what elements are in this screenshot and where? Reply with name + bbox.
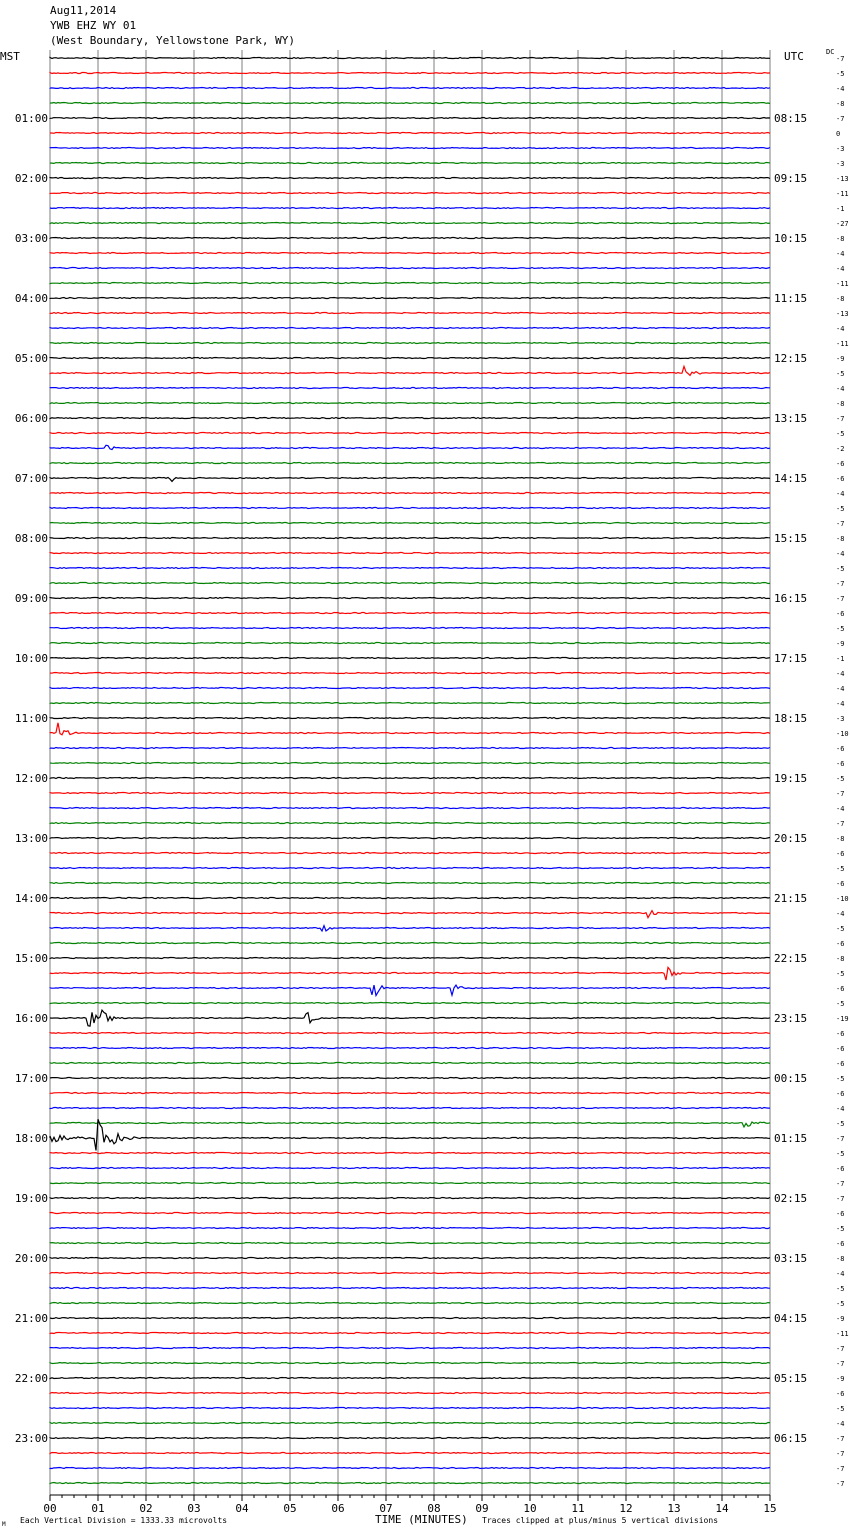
- trace-row: [50, 1168, 770, 1169]
- dc-offset-value: -6: [836, 1090, 845, 1098]
- dc-offset-value: -6: [836, 745, 845, 753]
- left-hour-label: 22:00: [14, 1372, 48, 1385]
- dc-offset-value: -5: [836, 70, 845, 78]
- dc-offset-value: -7: [836, 595, 845, 603]
- right-hour-label: 18:15: [774, 712, 808, 725]
- left-hour-label: 04:00: [14, 292, 48, 305]
- trace-row: [50, 748, 770, 749]
- left-hour-label: 07:00: [14, 472, 48, 485]
- dc-offset-value: -7: [836, 1135, 845, 1143]
- x-tick-label: 04: [235, 1502, 249, 1515]
- trace-row: [50, 1010, 770, 1026]
- right-hour-label: 06:15: [774, 1432, 808, 1445]
- dc-offset-value: -4: [836, 1420, 845, 1428]
- dc-offset-value: -7: [836, 55, 845, 63]
- trace-row: [50, 1483, 770, 1484]
- corner-mark: M: [2, 1521, 6, 1528]
- trace-row: [50, 658, 770, 659]
- dc-offset-value: -5: [836, 1225, 845, 1233]
- trace-row: [50, 88, 770, 89]
- header-date: Aug11,2014: [50, 4, 117, 17]
- dc-offset-value: -4: [836, 700, 845, 708]
- left-hour-label: 23:00: [14, 1432, 48, 1445]
- left-hour-label: 15:00: [14, 952, 48, 965]
- trace-row: [50, 583, 770, 584]
- left-axis-label: MST: [0, 50, 20, 63]
- right-hour-label: 22:15: [774, 952, 808, 965]
- right-hour-label: 21:15: [774, 892, 808, 905]
- dc-offset-value: -7: [836, 520, 845, 528]
- trace-row: [50, 1273, 770, 1274]
- clip-note: Traces clipped at plus/minus 5 vertical divisions: [482, 1516, 719, 1525]
- left-hour-label: 17:00: [14, 1072, 48, 1085]
- trace-row: [50, 868, 770, 869]
- trace-row: [50, 313, 770, 314]
- right-hour-label: 04:15: [774, 1312, 808, 1325]
- trace-row: [50, 958, 770, 959]
- trace-row: [50, 328, 770, 329]
- trace-row: [50, 1063, 770, 1064]
- trace-row: [50, 73, 770, 74]
- dc-offset-value: -11: [836, 190, 849, 198]
- dc-offset-value: -6: [836, 1390, 845, 1398]
- dc-offset-value: -7: [836, 1450, 845, 1458]
- dc-offset-value: -5: [836, 1150, 845, 1158]
- x-tick-label: 07: [379, 1502, 393, 1515]
- dc-offset-value: -13: [836, 310, 849, 318]
- dc-column-label: DC: [826, 48, 835, 56]
- dc-offset-value: -4: [836, 805, 845, 813]
- dc-offset-value: -4: [836, 490, 845, 498]
- trace-row: [50, 433, 770, 434]
- x-tick-label: 05: [283, 1502, 297, 1515]
- trace-row: [50, 898, 770, 899]
- left-time-labels: [15, 112, 48, 1445]
- trace-row: [50, 1333, 770, 1334]
- dc-offset-value: -4: [836, 1105, 845, 1113]
- trace-row: [50, 1093, 770, 1094]
- dc-offset-value: -8: [836, 955, 845, 963]
- trace-row: [50, 553, 770, 554]
- trace-row: [50, 523, 770, 524]
- dc-offset-value: -5: [836, 1405, 845, 1413]
- dc-offset-value: -9: [836, 640, 845, 648]
- dc-offset-value: -7: [836, 1195, 845, 1203]
- dc-offset-value: -5: [836, 970, 845, 978]
- dc-offset-value: -8: [836, 1255, 845, 1263]
- left-hour-label: 16:00: [14, 1012, 48, 1025]
- left-hour-label: 14:00: [14, 892, 48, 905]
- trace-row: [50, 1213, 770, 1214]
- trace-row: [50, 763, 770, 764]
- x-tick-label: 00: [43, 1502, 57, 1515]
- trace-row: [50, 1198, 770, 1199]
- dc-offset-value: -4: [836, 910, 845, 918]
- dc-offset-value: -3: [836, 145, 845, 153]
- trace-row: [50, 103, 770, 104]
- left-hour-label: 21:00: [14, 1312, 48, 1325]
- left-hour-label: 08:00: [14, 532, 48, 545]
- trace-row: [50, 298, 770, 299]
- dc-offset-value: -27: [836, 220, 849, 228]
- trace-row: [50, 118, 770, 119]
- dc-offset-value: -4: [836, 250, 845, 258]
- trace-row: [50, 853, 770, 854]
- dc-offset-value: -6: [836, 985, 845, 993]
- left-hour-label: 01:00: [14, 112, 48, 125]
- dc-offset-value: -7: [836, 790, 845, 798]
- left-hour-label: 06:00: [14, 412, 48, 425]
- x-tick-label: 01: [91, 1502, 105, 1515]
- x-axis-ticks: [50, 1495, 770, 1501]
- dc-offset-value: -8: [836, 535, 845, 543]
- right-hour-label: 03:15: [774, 1252, 808, 1265]
- trace-row: [50, 133, 770, 134]
- seismic-traces: [50, 58, 770, 1484]
- trace-row: [50, 911, 770, 918]
- dc-offset-value: -7: [836, 415, 845, 423]
- dc-offset-value: -1: [836, 655, 845, 663]
- trace-row: [50, 508, 770, 509]
- right-hour-label: 01:15: [774, 1132, 808, 1145]
- dc-offset-value: -6: [836, 940, 845, 948]
- x-tick-label: 10: [523, 1502, 537, 1515]
- right-axis-label: UTC: [784, 50, 804, 63]
- trace-row: [50, 613, 770, 614]
- trace-row: [50, 388, 770, 389]
- dc-offset-value: -4: [836, 325, 845, 333]
- dc-offset-value: -7: [836, 1360, 845, 1368]
- dc-offset-value: -7: [836, 1480, 845, 1488]
- left-hour-label: 20:00: [14, 1252, 48, 1265]
- trace-row: [50, 223, 770, 224]
- trace-row: [50, 643, 770, 644]
- left-hour-label: 11:00: [14, 712, 48, 725]
- dc-offset-value: -3: [836, 715, 845, 723]
- dc-offset-value: -10: [836, 730, 849, 738]
- dc-offset-value: -6: [836, 460, 845, 468]
- dc-offset-value: -5: [836, 1285, 845, 1293]
- dc-offset-value: -8: [836, 295, 845, 303]
- dc-offset-value: -13: [836, 175, 849, 183]
- trace-row: [50, 793, 770, 794]
- dc-offset-value: -5: [836, 1120, 845, 1128]
- trace-row: [50, 1438, 770, 1439]
- trace-row: [50, 838, 770, 839]
- trace-row: [50, 1258, 770, 1259]
- dc-offset-value: -4: [836, 1270, 845, 1278]
- dc-offset-value: -8: [836, 400, 845, 408]
- right-hour-label: 09:15: [774, 172, 808, 185]
- left-hour-label: 10:00: [14, 652, 48, 665]
- left-hour-label: 05:00: [14, 352, 48, 365]
- dc-offset-value: -2: [836, 445, 845, 453]
- trace-row: [50, 1363, 770, 1364]
- trace-row: [50, 778, 770, 779]
- trace-row: [50, 1393, 770, 1394]
- x-tick-label: 06: [331, 1502, 345, 1515]
- right-hour-label: 13:15: [774, 412, 808, 425]
- dc-offset-value: -6: [836, 1045, 845, 1053]
- dc-offset-value: -6: [836, 475, 845, 483]
- right-time-labels: [774, 112, 807, 1445]
- trace-row: [50, 808, 770, 809]
- trace-row: [50, 477, 770, 481]
- dc-offset-value: -11: [836, 340, 849, 348]
- dc-offset-value: -11: [836, 1330, 849, 1338]
- trace-row: [50, 1288, 770, 1289]
- x-tick-label: 14: [715, 1502, 729, 1515]
- dc-offset-value: -9: [836, 355, 845, 363]
- dc-offset-value: -1: [836, 205, 845, 213]
- trace-row: [50, 883, 770, 884]
- dc-offset-value: -11: [836, 280, 849, 288]
- trace-row: [50, 1468, 770, 1469]
- dc-offset-value: -5: [836, 1075, 845, 1083]
- left-hour-label: 03:00: [14, 232, 48, 245]
- trace-row: [50, 1423, 770, 1424]
- dc-offset-value: -7: [836, 1180, 845, 1188]
- trace-row: [50, 1243, 770, 1244]
- trace-row: [50, 598, 770, 599]
- dc-offset-value: -4: [836, 85, 845, 93]
- header-station: YWB EHZ WY 01: [50, 19, 137, 32]
- dc-offset-value: -5: [836, 775, 845, 783]
- right-hour-label: 19:15: [774, 772, 808, 785]
- trace-row: [50, 463, 770, 464]
- minute-gridlines: [50, 50, 770, 1495]
- x-tick-label: 02: [139, 1502, 153, 1515]
- dc-offset-value: -7: [836, 580, 845, 588]
- trace-row: [50, 163, 770, 164]
- scale-note: Each Vertical Division = 1333.33 microvolts: [20, 1516, 228, 1525]
- trace-row: [50, 1033, 770, 1034]
- trace-row: [50, 366, 770, 375]
- trace-row: [50, 493, 770, 494]
- trace-row: [50, 1318, 770, 1319]
- trace-row: [50, 538, 770, 539]
- x-tick-label: 08: [427, 1502, 441, 1515]
- trace-row: [50, 1048, 770, 1049]
- dc-offset-labels: [836, 55, 849, 1488]
- right-hour-label: 15:15: [774, 532, 808, 545]
- dc-offset-value: -6: [836, 760, 845, 768]
- right-hour-label: 08:15: [774, 112, 808, 125]
- right-hour-label: 17:15: [774, 652, 808, 665]
- x-tick-label: 09: [475, 1502, 489, 1515]
- left-hour-label: 13:00: [14, 832, 48, 845]
- dc-offset-value: -8: [836, 235, 845, 243]
- right-hour-label: 00:15: [774, 1072, 808, 1085]
- dc-offset-value: -9: [836, 1375, 845, 1383]
- trace-row: [50, 688, 770, 689]
- trace-row: [50, 1408, 770, 1409]
- dc-offset-value: -5: [836, 1000, 845, 1008]
- dc-offset-value: -5: [836, 925, 845, 933]
- dc-offset-value: -6: [836, 1165, 845, 1173]
- trace-row: [50, 58, 770, 59]
- right-hour-label: 10:15: [774, 232, 808, 245]
- dc-offset-value: -8: [836, 835, 845, 843]
- right-hour-label: 12:15: [774, 352, 808, 365]
- trace-row: [50, 1378, 770, 1379]
- trace-row: [50, 1078, 770, 1079]
- dc-offset-value: -5: [836, 505, 845, 513]
- trace-row: [50, 238, 770, 239]
- dc-offset-value: -6: [836, 1060, 845, 1068]
- left-hour-label: 19:00: [14, 1192, 48, 1205]
- dc-offset-value: -5: [836, 370, 845, 378]
- dc-offset-value: -7: [836, 1345, 845, 1353]
- trace-row: [50, 1183, 770, 1184]
- trace-row: [50, 178, 770, 179]
- trace-row: [50, 268, 770, 269]
- left-hour-label: 02:00: [14, 172, 48, 185]
- trace-row: [50, 1228, 770, 1229]
- dc-offset-value: -4: [836, 550, 845, 558]
- dc-offset-value: -9: [836, 1315, 845, 1323]
- trace-row: [50, 1303, 770, 1304]
- x-tick-label: 11: [571, 1502, 585, 1515]
- trace-row: [50, 418, 770, 419]
- trace-row: [50, 1453, 770, 1454]
- trace-row: [50, 823, 770, 824]
- dc-offset-value: -5: [836, 625, 845, 633]
- trace-row: [50, 193, 770, 194]
- dc-offset-value: -6: [836, 1210, 845, 1218]
- dc-offset-value: -7: [836, 1435, 845, 1443]
- dc-offset-value: -10: [836, 895, 849, 903]
- dc-offset-value: -5: [836, 865, 845, 873]
- dc-offset-value: -8: [836, 100, 845, 108]
- right-hour-label: 14:15: [774, 472, 808, 485]
- trace-row: [50, 943, 770, 944]
- x-axis-title: TIME (MINUTES): [375, 1513, 468, 1526]
- right-hour-label: 23:15: [774, 1012, 808, 1025]
- trace-row: [50, 445, 770, 449]
- dc-offset-value: -4: [836, 385, 845, 393]
- dc-offset-value: -7: [836, 1465, 845, 1473]
- x-tick-label: 12: [619, 1502, 633, 1515]
- left-hour-label: 18:00: [14, 1132, 48, 1145]
- dc-offset-value: -7: [836, 115, 845, 123]
- dc-offset-value: -6: [836, 880, 845, 888]
- dc-offset-value: -6: [836, 1240, 845, 1248]
- header-location: (West Boundary, Yellowstone Park, WY): [50, 34, 296, 47]
- trace-row: [50, 985, 770, 996]
- trace-row: [50, 403, 770, 404]
- dc-offset-value: 0: [836, 130, 841, 138]
- trace-row: [50, 568, 770, 569]
- left-hour-label: 12:00: [14, 772, 48, 785]
- dc-offset-value: -4: [836, 670, 845, 678]
- right-hour-label: 02:15: [774, 1192, 808, 1205]
- dc-offset-value: -6: [836, 850, 845, 858]
- dc-offset-value: -5: [836, 1300, 845, 1308]
- trace-row: [50, 1348, 770, 1349]
- dc-offset-value: -6: [836, 1030, 845, 1038]
- trace-row: [50, 1122, 770, 1127]
- dc-offset-value: -3: [836, 160, 845, 168]
- trace-row: [50, 967, 770, 980]
- right-hour-label: 16:15: [774, 592, 808, 605]
- trace-row: [50, 253, 770, 254]
- trace-row: [50, 358, 770, 359]
- trace-row: [50, 208, 770, 209]
- dc-offset-value: -19: [836, 1015, 849, 1023]
- trace-row: [50, 283, 770, 284]
- dc-offset-value: -4: [836, 685, 845, 693]
- dc-offset-value: -5: [836, 565, 845, 573]
- trace-row: [50, 926, 770, 931]
- trace-row: [50, 343, 770, 344]
- x-tick-label: 13: [667, 1502, 681, 1515]
- dc-offset-value: -5: [836, 430, 845, 438]
- trace-row: [50, 148, 770, 149]
- x-tick-label: 03: [187, 1502, 201, 1515]
- trace-row: [50, 723, 770, 735]
- trace-row: [50, 673, 770, 674]
- dc-offset-value: -6: [836, 610, 845, 618]
- trace-row: [50, 1108, 770, 1109]
- right-hour-label: 11:15: [774, 292, 808, 305]
- x-tick-label: 15: [763, 1502, 777, 1515]
- trace-row: [50, 703, 770, 704]
- left-hour-label: 09:00: [14, 592, 48, 605]
- trace-row: [50, 628, 770, 629]
- trace-row: [50, 718, 770, 719]
- trace-row: [50, 1153, 770, 1154]
- trace-row: [50, 1003, 770, 1004]
- right-hour-label: 05:15: [774, 1372, 808, 1385]
- dc-offset-value: -7: [836, 820, 845, 828]
- right-hour-label: 20:15: [774, 832, 808, 845]
- dc-offset-value: -4: [836, 265, 845, 273]
